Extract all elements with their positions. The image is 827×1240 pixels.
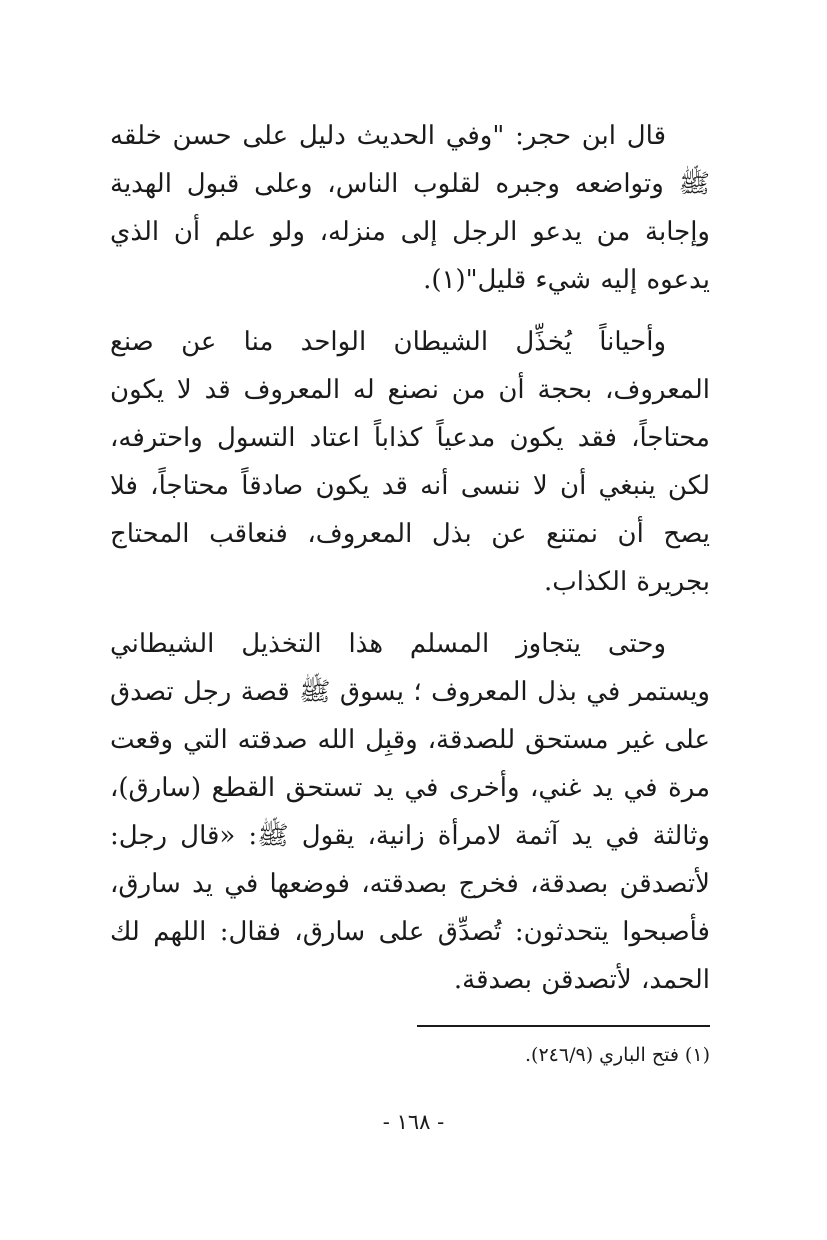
footnote-divider	[417, 1025, 710, 1027]
page-number: - ١٦٨ -	[382, 1110, 445, 1134]
footnote: (١) فتح الباري (٢٤٦/٩).	[525, 1044, 710, 1066]
paragraph-1: قال ابن حجر: "وفي الحديث دليل على حسن خلقه ﷺ وتواضعه وجبره لقلوب الناس، وعلى قبول الهدية وإجابة من يدعو الرجل إلى منزله، ولو علم أن الذي يدعوه إليه شيء قليل"(١).	[110, 121, 710, 295]
page-body	[110, 112, 710, 1018]
paragraph-2: وأحياناً يُخذِّل الشيطان الواحد منا عن صنع المعروف، بحجة أن من نصنع له المعروف قد لا يكون محتاجاً، فقد يكون مدعياً كذاباً اعتاد التسول واحترفه، لكن ينبغي أن لا ننسى أنه قد يكون صادقاً محتاجاً، فلا يصح أن نمتنع عن بذل المعروف، فنعاقب المحتاج بجريرة الكذاب.	[110, 327, 710, 597]
paragraph-3: وحتى يتجاوز المسلم هذا التخذيل الشيطاني ويستمر في بذل المعروف ؛ يسوق ﷺ قصة رجل تصدق على غير مستحق للصدقة، وقبِل الله صدقته التي وقعت مرة في يد غني، وأخرى في يد تستحق القطع (سارق)، وثالثة في يد آثمة لامرأة زانية، يقول ﷺ: «قال رجل: لأتصدقن بصدقة، فخرج بصدقته، فوضعها في يد سارق، فأصبحوا يتحدثون: تُصدِّق على سارق، فقال: اللهم لك الحمد، لأتصدقن بصدقة.	[110, 629, 710, 995]
